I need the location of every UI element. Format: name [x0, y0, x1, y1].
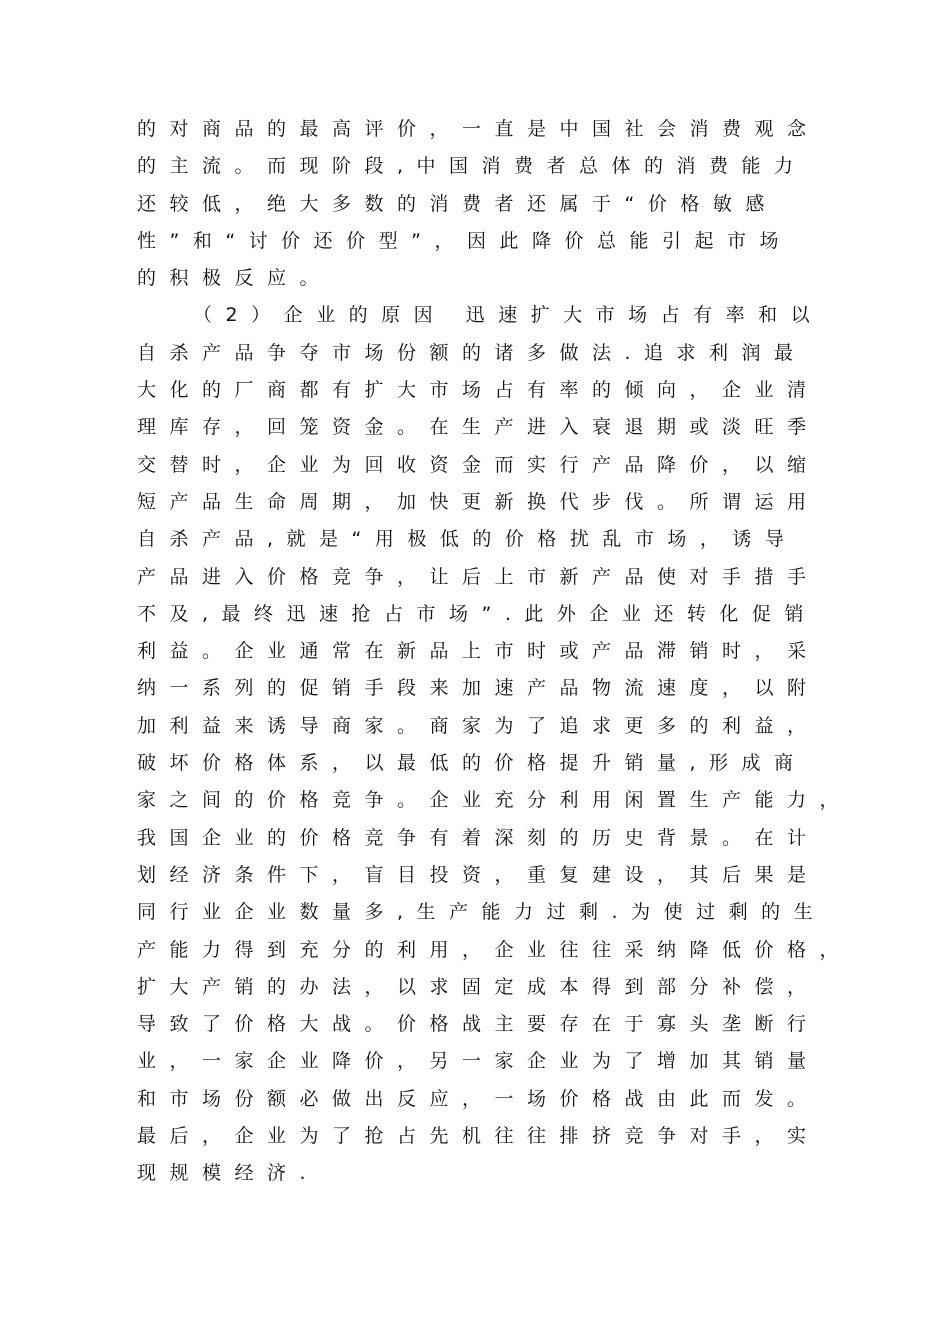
text-line: 破坏价格体系，以最低的价格提升销量,形成商 [137, 752, 807, 775]
text-line: 加利益来诱导商家。商家为了追求更多的利益， [137, 714, 820, 737]
text-line: 还较低，绝大多数的消费者还属于“价格敏感 [137, 192, 778, 215]
text-line: 导致了价格大战。价格战主要存在于寡头垄断行 [137, 1013, 820, 1036]
text-line: 扩大产销的办法，以求固定成本得到部分补偿， [137, 975, 820, 998]
text-line: 的对商品的最高评价，一直是中国社会消费观念 [137, 118, 820, 140]
text-line: 同行业企业数量多,生产能力过剩.为使过剩的生 [137, 901, 827, 924]
text-line: 短产品生命周期，加快更新换代步伐。所谓运用 [137, 490, 820, 513]
text-line: 我国企业的价格竞争有着深刻的历史背景。在计 [137, 826, 820, 849]
text-line: 理库存，回笼资金。在生产进入衰退期或淡旺季 [137, 416, 820, 439]
text-line: 利益。企业通常在新品上市时或产品滞销时，采 [137, 640, 820, 663]
text-line: 产能力得到充分的利用，企业往往采纳降低价格， [137, 938, 853, 961]
text-line: 产品进入价格竞争，让后上市新产品使对手措手 [137, 565, 820, 588]
text-line: 大化的厂商都有扩大市场占有率的倾向，企业清 [137, 379, 820, 402]
text-line: 划经济条件下，盲目投资，重复建设，其后果是 [137, 863, 820, 886]
text-line: 自杀产品,就是“用极低的价格扰乱市场，诱导 [137, 528, 798, 551]
text-line: 纳一系列的促销手段来加速产品物流速度，以附 [137, 677, 820, 700]
text-line: 交替时，企业为回收资金而实行产品降价，以缩 [137, 453, 820, 476]
text-line: 家之间的价格竞争。企业充分利用闲置生产能力， [137, 789, 853, 812]
text-line: 现规模经济. [137, 1162, 320, 1185]
text-line: 不及,最终迅速抢占市场”.此外企业还转化促销 [137, 602, 817, 625]
text-line: 自杀产品争夺市场份额的诸多做法.追求利润最 [137, 341, 807, 364]
paragraph-heading-line: （2）企业的原因 迅速扩大市场占有率和以 [193, 304, 824, 327]
text-line: 最后，企业为了抢占先机往往排挤竞争对手，实 [137, 1125, 820, 1148]
body-text [137, 111, 853, 1193]
text-line: 性”和“讨价还价型”，因此降价总能引起市场 [137, 229, 793, 252]
text-line: 业，一家企业降价，另一家企业为了增加其销量 [137, 1050, 820, 1073]
text-line: 和市场份额必做出反应，一场价格战由此而发。 [137, 1087, 820, 1110]
text-line: 的积极反应。 [137, 267, 333, 290]
text-line: 的主流。而现阶段,中国消费者总体的消费能力 [137, 155, 807, 178]
